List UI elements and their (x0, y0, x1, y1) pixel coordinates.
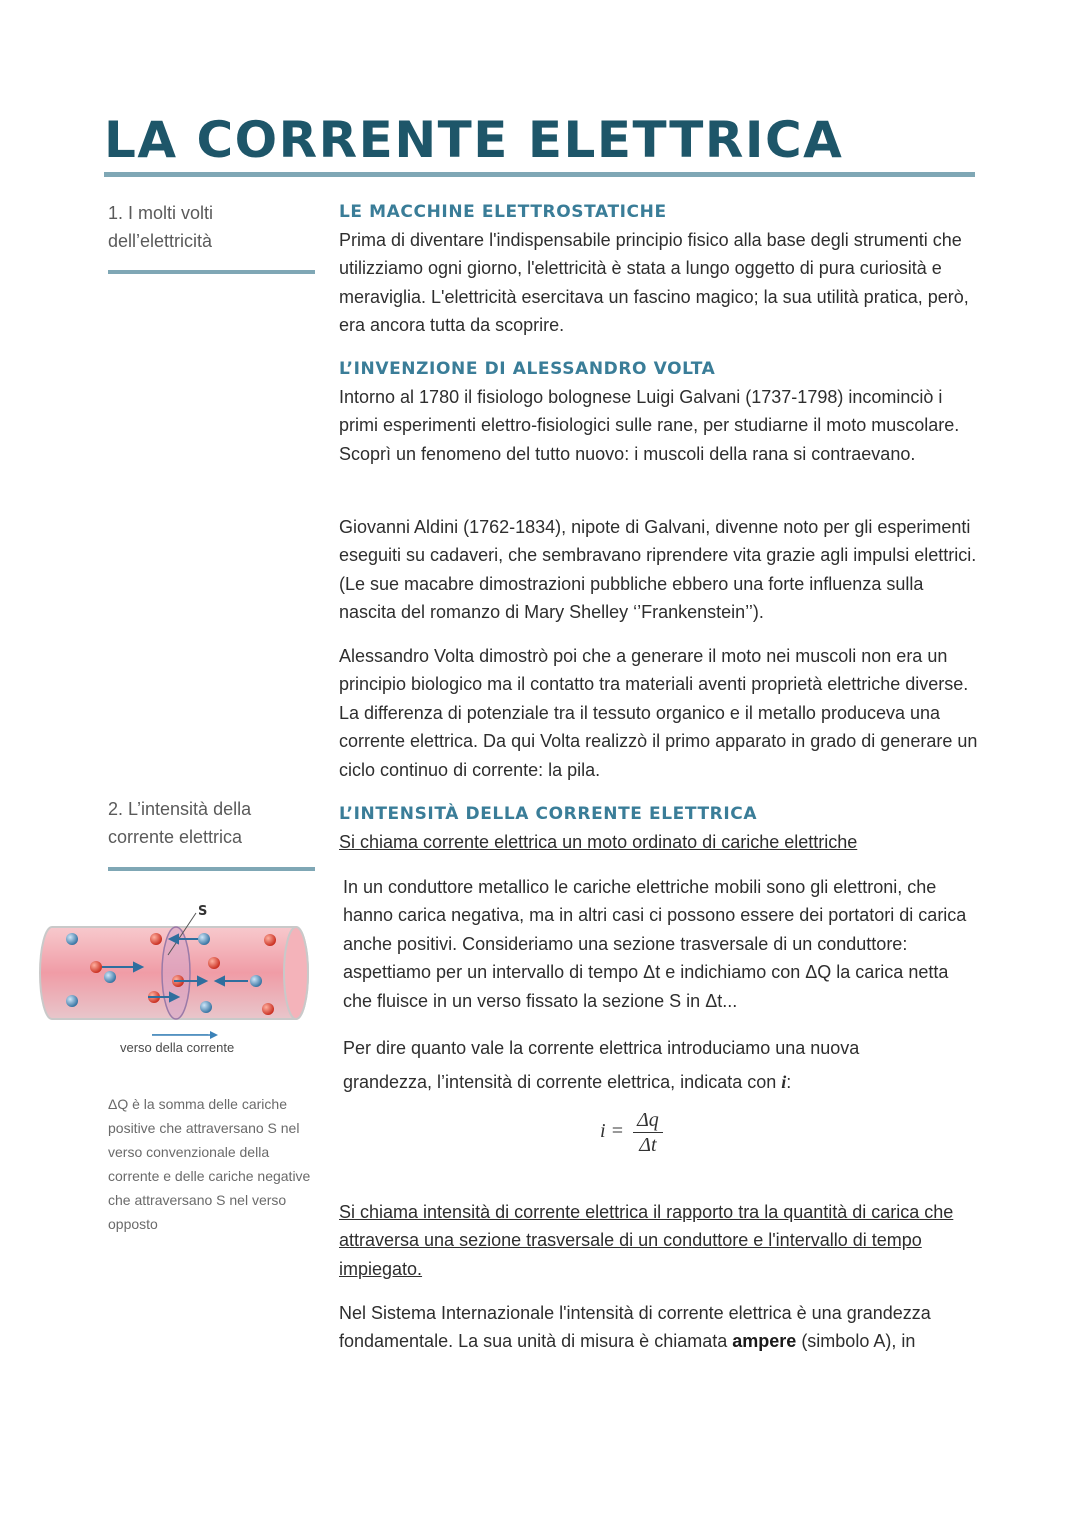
sidebar-section-2: 2. L’intensità della corrente elettrica (108, 799, 252, 847)
section-intensita (339, 800, 979, 856)
formula-numerator: Δq (633, 1108, 663, 1133)
heading-volta: L’INVENZIONE DI ALESSANDRO VOLTA (339, 359, 716, 379)
side-note: ΔQ è la somma delle cariche positive che attraversano S nel verso convenzionale della corrente e delle cariche negative che attraversano S nel verso opposto (108, 1096, 311, 1232)
section-volta (339, 355, 979, 468)
paragraph-macchine: Prima di diventare l'indispensabile principio fisico alla base degli strumenti che utilizziamo ogni giorno, l'elettricità è stata a lungo oggetto di pura curiosità e meraviglia. L'elettricità esercitava un fascino magico; la sua utilità pratica, però, era ancora tutta da scoprire. (339, 230, 969, 336)
conductor-figure (38, 895, 316, 1035)
paragraph-aldini: Giovanni Aldini (1762-1834), nipote di Galvani, divenne noto per gli esperimenti eseguiti su cadaveri, che sembravano riprendere vita grazie agli impulsi elettrici. (Le sue macabre dimostrazioni pubbliche ebbero una forte influenza sulla nascita del romanzo di Mary Shelley ‘’Frankenstein’’). (339, 517, 977, 623)
ampere-term: ampere (732, 1331, 797, 1352)
figure-caption: verso della corrente (120, 1040, 235, 1055)
paragraph-volta: Alessandro Volta dimostrò poi che a generare il moto nei muscoli non era un principio biologico ma il contatto tra materiali aventi proprietà elettriche diverse. La differenza di potenziale tra il tessuto organico e il metallo produceva una corrente elettrica. Da qui Volta realizzò il primo apparato in grado di generare un ciclo continuo di corrente: la pila. (339, 646, 978, 780)
heading-macchine: LE MACCHINE ELETTROSTATICHE (339, 202, 667, 222)
current-direction-icon (150, 1030, 220, 1040)
page-title: LA CORRENTE ELETTRICA (104, 111, 844, 169)
definition-corrente: Si chiama corrente elettrica un moto ordinato di cariche elettriche (339, 832, 858, 852)
sidebar-section-1: 1. I molti volti dell’elettricità (108, 203, 214, 251)
formula-lhs: i = (600, 1120, 625, 1143)
paragraph-conduttore: In un conduttore metallico le cariche elettriche mobili sono gli elettroni, che hanno carica negativa, ma in altri casi ci possono essere dei portatori di carica anche positivi. Consideriamo una sezione trasversale di un conduttore: aspettiamo per un intervallo di tempo Δt e indichiamo con ΔQ la carica netta che fluisce in un verso fissato la sezione S in Δt... (343, 877, 967, 1011)
current-symbol: i (781, 1072, 787, 1092)
formula-denominator: Δt (639, 1134, 657, 1156)
sidebar-rule-2 (108, 867, 315, 871)
definition-intensita: Si chiama intensità di corrente elettrica il rapporto tra la quantità di carica che attraversa una sezione trasversale di un conduttore e l'intervallo di tempo impiegato. (339, 1202, 954, 1279)
paragraph-galvani: Intorno al 1780 il fisiologo bolognese Luigi Galvani (1737-1798) incominciò i primi esperimenti elettro-fisiologici sulle rane, per studiarne il moto muscolare. Scoprì un fenomeno del tutto nuovo: i muscoli della rana si contraevano. (339, 387, 960, 464)
section-s-label: S (198, 904, 208, 919)
current-formula (600, 1108, 663, 1157)
section-macchine (339, 198, 979, 340)
heading-intensita: L’INTENSITÀ DELLA CORRENTE ELETTRICA (339, 804, 758, 824)
title-rule (104, 172, 975, 177)
paragraph-sistema-internazionale: Nel Sistema Internazionale l'intensità di corrente elettrica è una grandezza fondamentale. La sua unità di misura è chiamata ampere (simbolo A), in (339, 1303, 931, 1352)
paragraph-grandezza: Per dire quanto vale la corrente elettrica introduciamo una nuova grandezza, l’intensità di corrente elettrica, indicata con i: (343, 1038, 860, 1092)
sidebar-rule-1 (108, 270, 315, 274)
